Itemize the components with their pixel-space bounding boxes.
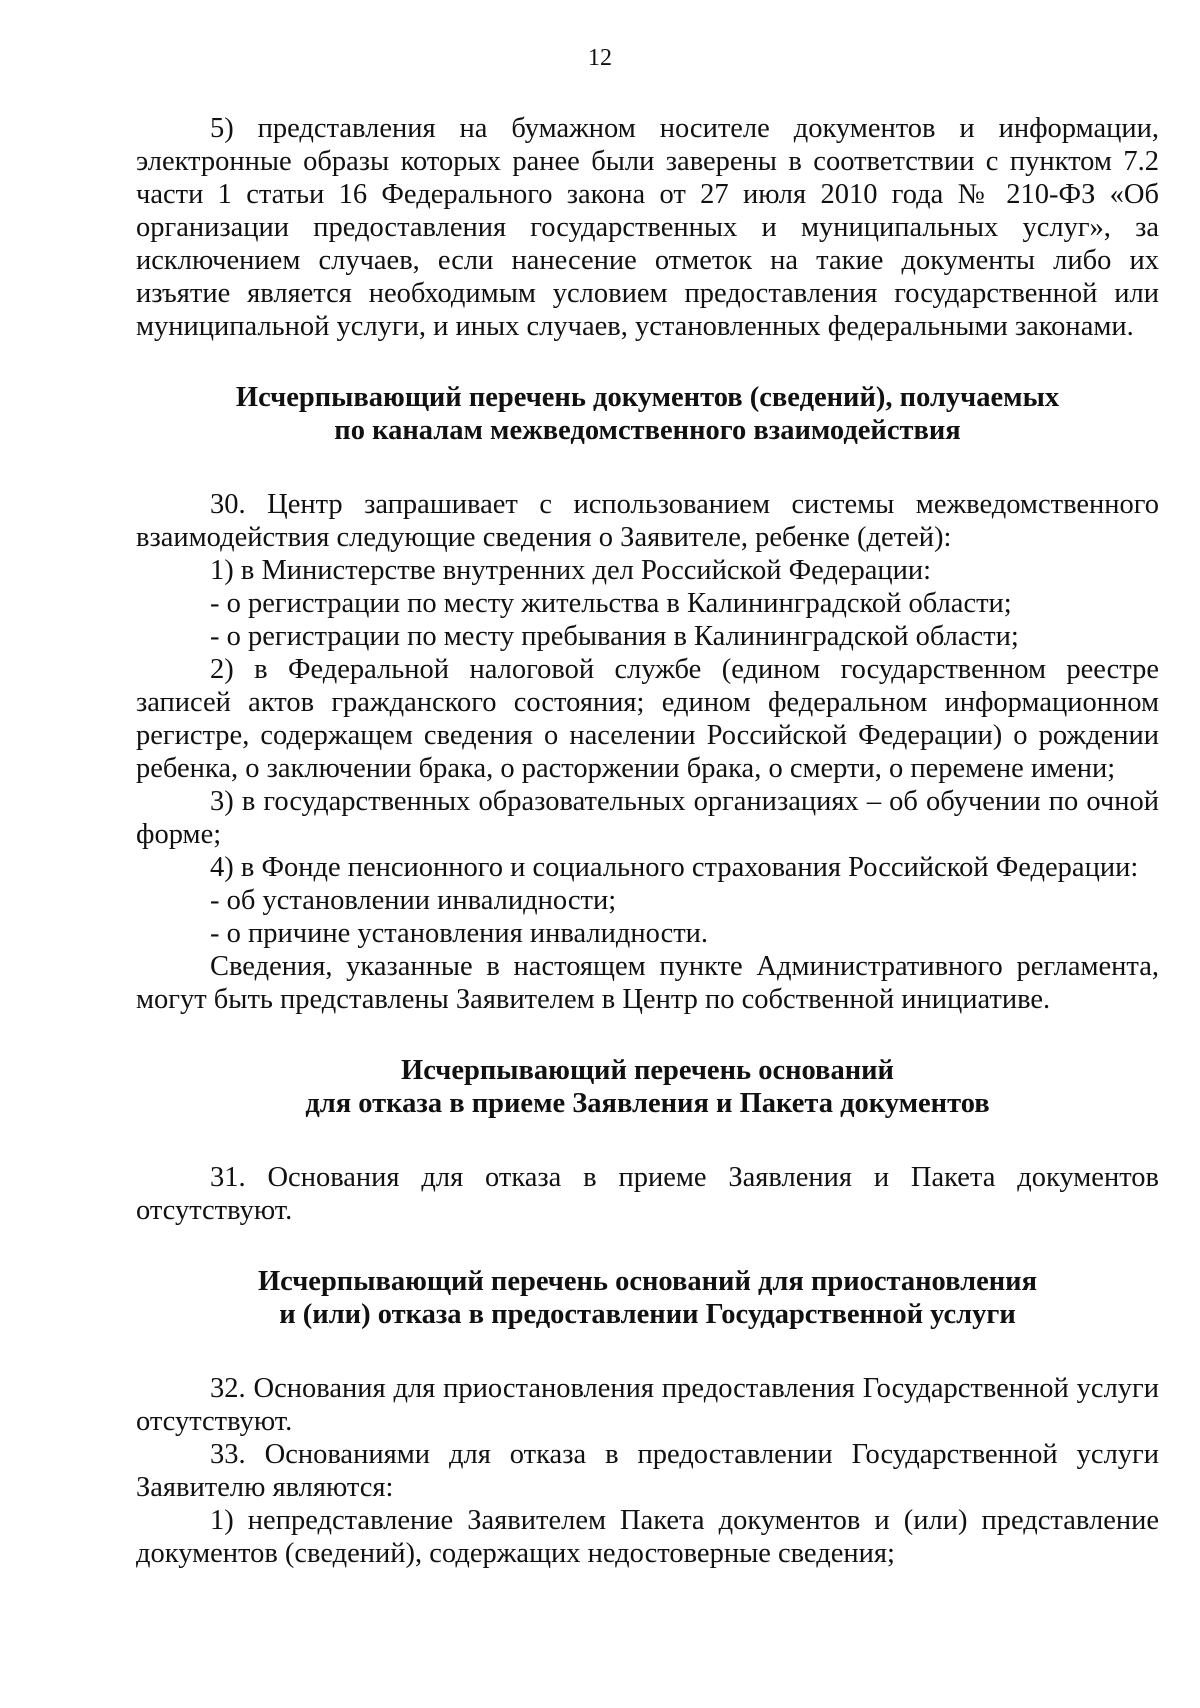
paragraph: 5) представления на бумажном носителе документов и информации, электронные образы которых ранее были заверены в соответствии с пунктом 7.2 части 1 статьи 16 Федерального закона от 27 июля 2010 года № 210-ФЗ «Об организации предоставления государственных и муниципальных услуг», за исключением случаев, если нанесение отметок на такие документы либо их изъятие является необходимым условием предоставления государственной или муниципальной услуги, и иных случаев, установленных федеральными законами.	[136, 113, 1159, 342]
section-body	[136, 1161, 1159, 1227]
heading-line: для отказа в приеме Заявления и Пакета документов	[305, 1088, 990, 1119]
heading-line: Исчерпывающий перечень оснований	[401, 1055, 894, 1086]
list-item: - о причине установления инвалидности.	[210, 918, 709, 949]
list-item: 1) непредставление Заявителем Пакета документов и (или) представление документов (сведений), содержащих недостоверные сведения;	[136, 1505, 1159, 1569]
list-item: - о регистрации по месту пребывания в Калининградской области;	[210, 621, 1019, 652]
list-item: 3) в государственных образовательных организациях – об обучении по очной форме;	[136, 786, 1159, 850]
document-body	[136, 112, 1159, 1570]
list-item: 4) в Фонде пенсионного и социального страхования Российской Федерации:	[210, 852, 1139, 883]
list-item: - о регистрации по месту жительства в Калининградской области;	[210, 588, 1012, 619]
paragraph: Сведения, указанные в настоящем пункте Административного регламента, могут быть представлены Заявителем в Центр по собственной инициативе.	[136, 951, 1159, 1015]
paragraph: 33. Основаниями для отказа в предоставлении Государственной услуги Заявителю являются:	[136, 1439, 1159, 1503]
section-body	[136, 488, 1159, 1016]
section-heading	[136, 1054, 1159, 1120]
section-heading	[136, 1265, 1159, 1331]
paragraph: 30. Центр запрашивает с использованием системы межведомственного взаимодействия следующие сведения о Заявителе, ребенке (детей):	[136, 489, 1159, 553]
page-number: 12	[588, 45, 612, 71]
list-item: - об установлении инвалидности;	[210, 885, 617, 916]
list-item: 2) в Федеральной налоговой службе (едином государственном реестре записей актов гражданского состояния; едином федеральном информационном регистре, содержащем сведения о населении Российской Федерации) о рождении ребенка, о заключении брака, о расторжении брака, о смерти, о перемене имени;	[136, 654, 1159, 784]
list-item: 1) в Министерстве внутренних дел Российской Федерации:	[210, 555, 932, 586]
paragraph: 32. Основания для приостановления предоставления Государственной услуги отсутствуют.	[136, 1373, 1159, 1437]
section-body	[136, 1372, 1159, 1570]
heading-line: Исчерпывающий перечень документов (сведений), получаемых	[235, 382, 1060, 413]
paragraph: 31. Основания для отказа в приеме Заявления и Пакета документов отсутствуют.	[136, 1162, 1159, 1226]
heading-line: и (или) отказа в предоставлении Государственной услуги	[279, 1299, 1016, 1330]
heading-line: по каналам межведомственного взаимодействия	[334, 415, 961, 446]
section-heading	[136, 381, 1159, 447]
heading-line: Исчерпывающий перечень оснований для приостановления	[257, 1266, 1038, 1297]
